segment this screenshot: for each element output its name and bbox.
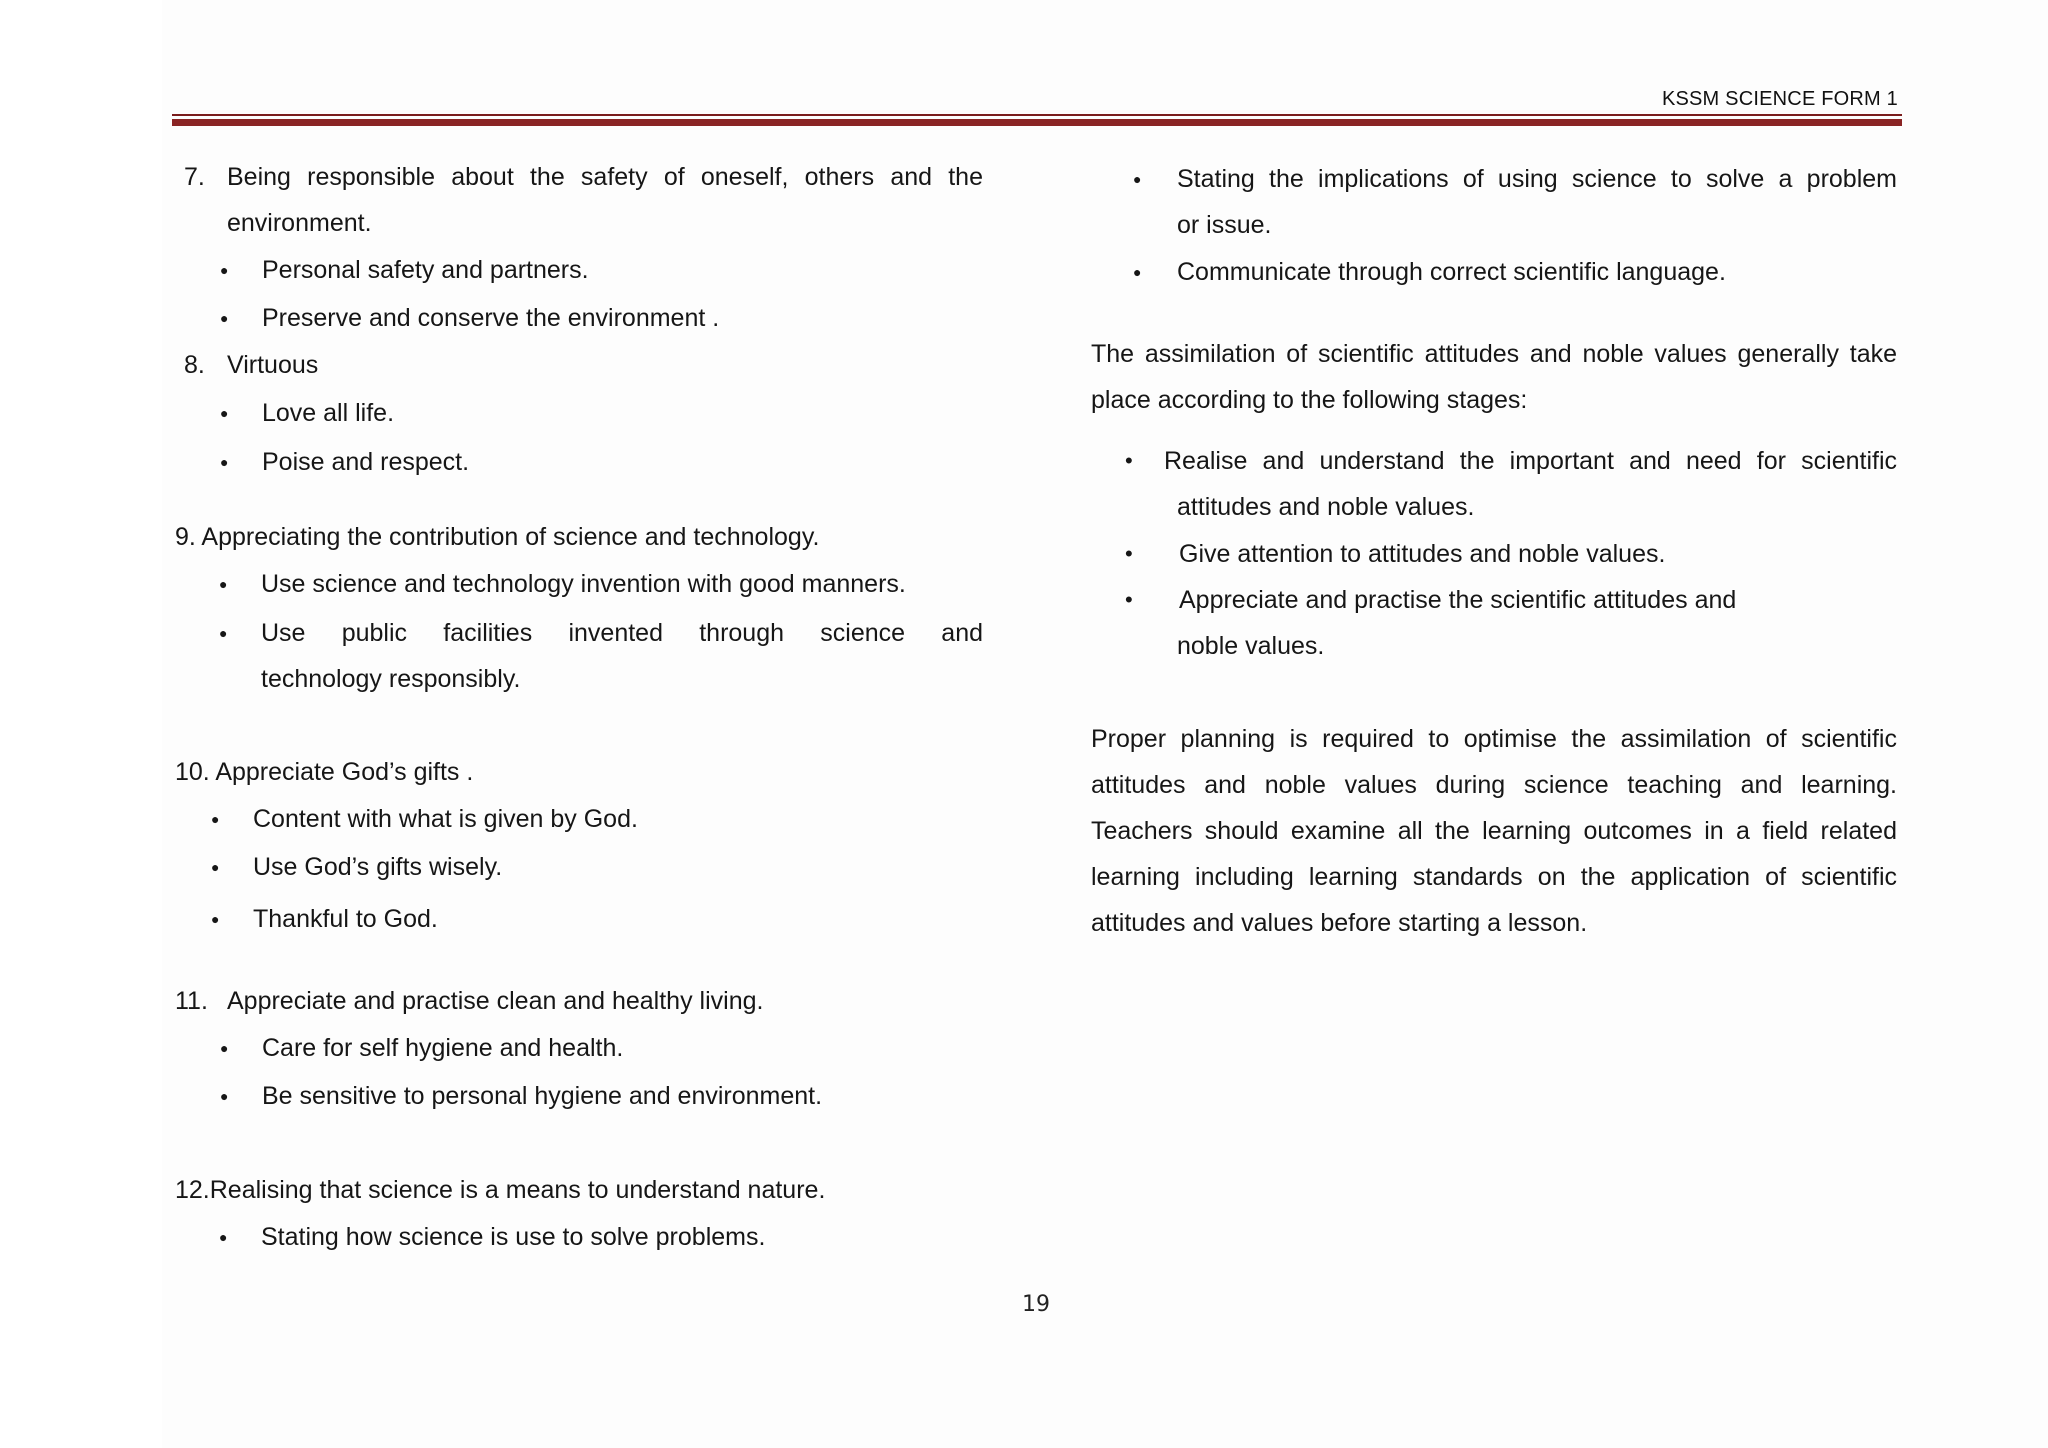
item11-text: Appreciate and practise clean and healthy living. <box>227 987 764 1015</box>
header-rule-thin <box>172 114 1902 116</box>
item9-bullet2-line2: technology responsibly. <box>261 665 521 693</box>
item7-text-line2: environment. <box>227 209 372 237</box>
right-bullet1-line2: or issue. <box>1177 211 1272 239</box>
small-bullet-icon: • <box>1125 541 1133 566</box>
bullet-icon: ● <box>220 1088 229 1104</box>
item7-bullet1: Personal safety and partners. <box>262 256 589 284</box>
header-rule-thick <box>172 119 1902 126</box>
stage2-line1: Give attention to attitudes and noble values. <box>1179 540 1666 568</box>
item11-bullet2: Be sensitive to personal hygiene and environment. <box>262 1082 823 1110</box>
right-bullet1-line1: Stating the implications of using science to solve a problem <box>1177 165 1897 193</box>
item7-text-line1: Being responsible about the safety of oneself, others and the <box>227 163 983 191</box>
item10-heading: 10. Appreciate God’s gifts . <box>175 758 474 786</box>
item11-bullet1: Care for self hygiene and health. <box>262 1034 624 1062</box>
assimilation-paragraph: The assimilation of scientific attitudes and noble values generally take place according to the following stages: <box>1091 340 1897 414</box>
bullet-icon: ● <box>211 811 220 827</box>
bullet-icon: ● <box>219 1229 228 1245</box>
item10-bullet3: Thankful to God. <box>253 905 438 933</box>
small-bullet-icon: • <box>1125 587 1133 612</box>
item8-bullet2: Poise and respect. <box>262 448 470 476</box>
bullet-icon: ● <box>1133 171 1142 187</box>
item9-bullet2-line1: Use public facilities invented through science and <box>261 619 983 647</box>
stage3-line2: noble values. <box>1177 632 1325 660</box>
bullet-icon: ● <box>220 1040 229 1056</box>
item10-bullet1: Content with what is given by God. <box>253 805 638 833</box>
item9-heading: 9. Appreciating the contribution of science and technology. <box>175 523 820 551</box>
bullet-icon: ● <box>219 576 228 592</box>
bullet-icon: ● <box>220 262 229 278</box>
page-number: 19 <box>1022 1292 1050 1317</box>
bullet-icon: ● <box>211 911 220 927</box>
item7-number: 7. <box>184 163 205 191</box>
bullet-icon: ● <box>220 405 229 421</box>
bullet-icon: ● <box>1133 264 1142 280</box>
item8-number: 8. <box>184 351 205 379</box>
item9-bullet1: Use science and technology invention with good manners. <box>261 570 906 598</box>
right-bullet2: Communicate through correct scientific language. <box>1177 258 1726 286</box>
item7-bullet2: Preserve and conserve the environment . <box>262 304 720 332</box>
stage1-line2: attitudes and noble values. <box>1177 493 1475 521</box>
small-bullet-icon: • <box>1125 448 1133 473</box>
stage1-line1: Realise and understand the important and need for scientific <box>1164 447 1897 475</box>
item11-number: 11. <box>175 987 208 1015</box>
item8-text: Virtuous <box>227 351 319 379</box>
bullet-icon: ● <box>220 310 229 326</box>
item12-bullet1: Stating how science is use to solve problems. <box>261 1223 766 1251</box>
item10-bullet2: Use God’s gifts wisely. <box>253 853 503 881</box>
stage3-line1: Appreciate and practise the scientific attitudes and <box>1179 586 1737 614</box>
item8-bullet1: Love all life. <box>262 399 395 427</box>
item12-heading: 12.Realising that science is a means to understand nature. <box>175 1176 826 1204</box>
planning-paragraph: Proper planning is required to optimise the assimilation of scientific attitudes and noble values during science teaching and learning. Teachers should examine all the learning outcomes in a field related learning including learning standards on the application of scientific attitudes and values before starting a lesson. <box>1091 725 1897 937</box>
bullet-icon: ● <box>220 454 229 470</box>
bullet-icon: ● <box>211 859 220 875</box>
header-title: KSSM SCIENCE FORM 1 <box>1661 88 1898 110</box>
bullet-icon: ● <box>219 625 228 641</box>
